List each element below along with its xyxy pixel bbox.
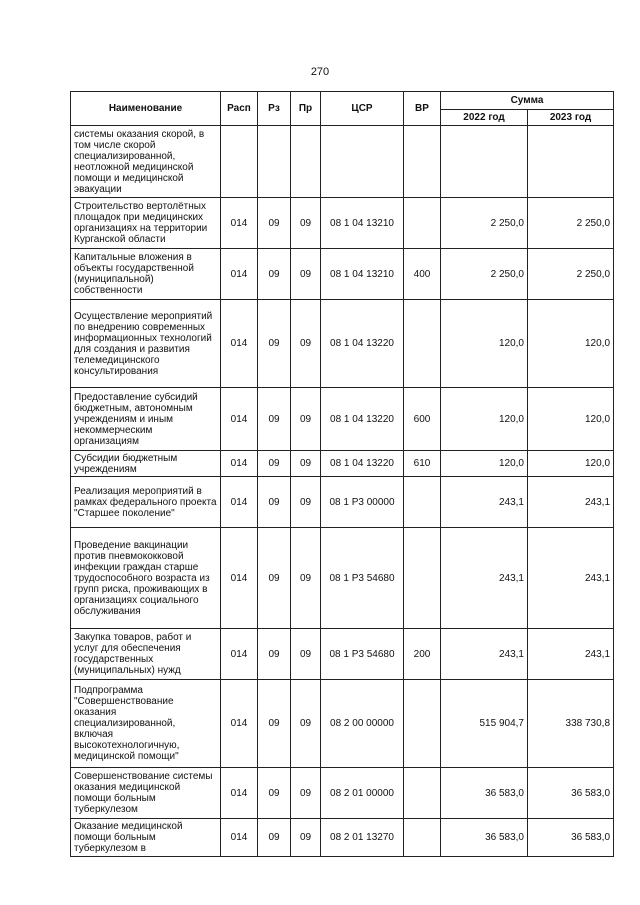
cell-2022: 120,0 [441,300,528,388]
cell-csr: 08 1 04 13220 [321,451,404,477]
cell-name: Капитальные вложения в объекты государственной (муниципальной) собственности [71,249,221,300]
cell-name: Строительство вертолётных площадок при медицинских организациях на территории Курганской области [71,198,221,249]
table-row [71,819,614,857]
header-csr: ЦСР [321,92,404,126]
header-year-2023: 2023 год [528,110,614,126]
cell-vr [404,300,441,388]
table-row [71,198,614,249]
cell-rasp: 014 [221,249,258,300]
cell-name: Совершенствование системы оказания медицинской помощи больным туберкулезом [71,768,221,819]
cell-2022: 515 904,7 [441,680,528,768]
table-row [71,768,614,819]
table-row [71,300,614,388]
table-row [71,629,614,680]
cell-vr: 200 [404,629,441,680]
cell-pr: 09 [291,528,321,629]
cell-name: Проведение вакцинации против пневмококковой инфекции граждан старше трудоспособного возраста из групп риска, проживающих в организациях социального обслуживания [71,528,221,629]
cell-2023: 120,0 [528,388,614,451]
cell-2023: 338 730,8 [528,680,614,768]
cell-rz: 09 [258,249,291,300]
cell-csr: 08 1 04 13210 [321,198,404,249]
cell-2022: 120,0 [441,451,528,477]
cell-rasp: 014 [221,528,258,629]
cell-csr: 08 1 P3 54680 [321,629,404,680]
cell-name: Осуществление мероприятий по внедрению современных информационных технологий для создания и развития телемедицинского консультирования [71,300,221,388]
cell-vr [404,819,441,857]
cell-2023: 120,0 [528,451,614,477]
cell-rasp: 014 [221,300,258,388]
cell-rz: 09 [258,629,291,680]
cell-vr [404,477,441,528]
cell-rz: 09 [258,477,291,528]
cell-2023: 243,1 [528,629,614,680]
table-row [71,388,614,451]
cell-rz: 09 [258,388,291,451]
cell-2022: 36 583,0 [441,819,528,857]
cell-pr: 09 [291,300,321,388]
table-row [71,528,614,629]
page-number: 270 [310,66,330,78]
cell-rasp: 014 [221,388,258,451]
cell-name: Предоставление субсидий бюджетным, автономным учреждениям и иным некоммерческим организациям [71,388,221,451]
header-sum: Сумма [441,92,614,110]
cell-2023 [528,126,614,198]
table-row [71,126,614,198]
cell-vr [404,528,441,629]
header-vr: ВР [404,92,441,126]
cell-name: системы оказания скорой, в том числе скорой специализированной, неотложной медицинской помощи и медицинской эвакуации [71,126,221,198]
cell-name: Оказание медицинской помощи больным туберкулезом в [71,819,221,857]
cell-2022: 2 250,0 [441,249,528,300]
cell-name: Подпрограмма "Совершенствование оказания специализированной, включая высокотехнологичную, медицинской помощи" [71,680,221,768]
cell-rasp: 014 [221,629,258,680]
cell-2022: 243,1 [441,528,528,629]
cell-rasp: 014 [221,680,258,768]
cell-rz: 09 [258,680,291,768]
cell-pr: 09 [291,680,321,768]
cell-csr: 08 2 00 00000 [321,680,404,768]
cell-2023: 36 583,0 [528,819,614,857]
cell-rasp: 014 [221,198,258,249]
cell-pr [291,126,321,198]
cell-2022: 243,1 [441,477,528,528]
cell-vr: 400 [404,249,441,300]
cell-2022 [441,126,528,198]
cell-pr: 09 [291,768,321,819]
cell-vr [404,198,441,249]
cell-vr: 600 [404,388,441,451]
cell-csr: 08 1 04 13220 [321,388,404,451]
table-row [71,249,614,300]
cell-pr: 09 [291,198,321,249]
cell-pr: 09 [291,249,321,300]
cell-rasp: 014 [221,477,258,528]
cell-rz: 09 [258,451,291,477]
cell-csr: 08 1 P3 00000 [321,477,404,528]
cell-csr: 08 1 P3 54680 [321,528,404,629]
cell-2022: 36 583,0 [441,768,528,819]
header-rasp: Расп [221,92,258,126]
cell-2023: 2 250,0 [528,249,614,300]
budget-table [70,91,614,857]
cell-2022: 243,1 [441,629,528,680]
cell-pr: 09 [291,451,321,477]
cell-rz: 09 [258,198,291,249]
cell-rasp: 014 [221,451,258,477]
table-row [71,477,614,528]
cell-rz: 09 [258,768,291,819]
table-row [71,680,614,768]
cell-csr: 08 1 04 13210 [321,249,404,300]
cell-pr: 09 [291,388,321,451]
cell-vr [404,768,441,819]
cell-csr: 08 2 01 13270 [321,819,404,857]
cell-2023: 2 250,0 [528,198,614,249]
cell-2022: 120,0 [441,388,528,451]
cell-2023: 36 583,0 [528,768,614,819]
cell-csr [321,126,404,198]
cell-rz: 09 [258,819,291,857]
table-row [71,451,614,477]
cell-2023: 243,1 [528,477,614,528]
cell-csr: 08 1 04 13220 [321,300,404,388]
cell-vr [404,126,441,198]
cell-pr: 09 [291,477,321,528]
cell-2023: 243,1 [528,528,614,629]
cell-vr [404,680,441,768]
cell-rz: 09 [258,528,291,629]
header-year-2022: 2022 год [441,110,528,126]
cell-name: Субсидии бюджетным учреждениям [71,451,221,477]
cell-rasp: 014 [221,768,258,819]
cell-rz [258,126,291,198]
cell-pr: 09 [291,629,321,680]
header-name: Наименование [71,92,221,126]
header-pr: Пр [291,92,321,126]
cell-pr: 09 [291,819,321,857]
cell-rasp [221,126,258,198]
cell-2023: 120,0 [528,300,614,388]
cell-2022: 2 250,0 [441,198,528,249]
cell-vr: 610 [404,451,441,477]
cell-name: Закупка товаров, работ и услуг для обеспечения государственных (муниципальных) нужд [71,629,221,680]
cell-csr: 08 2 01 00000 [321,768,404,819]
header-rz: Рз [258,92,291,126]
cell-rasp: 014 [221,819,258,857]
cell-rz: 09 [258,300,291,388]
cell-name: Реализация мероприятий в рамках федерального проекта "Старшее поколение" [71,477,221,528]
